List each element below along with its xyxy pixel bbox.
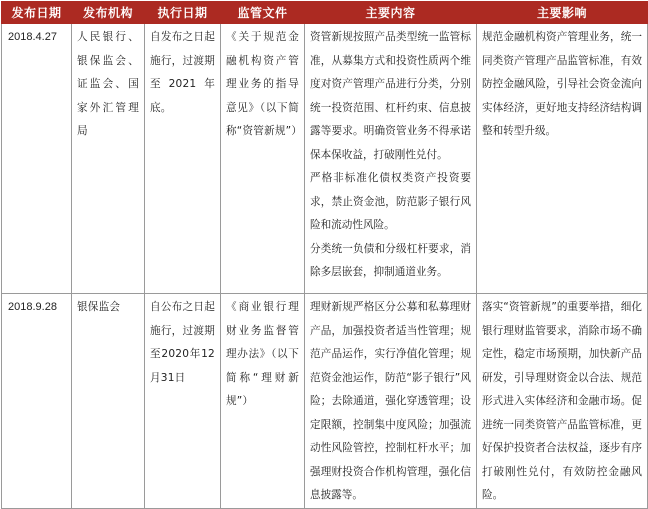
document-cell: 《关于规范金融机构资产管理业务的指导意见》（以下简称“资管新规”） xyxy=(221,24,305,294)
content-cell xyxy=(305,294,477,509)
regulation-table xyxy=(1,1,648,509)
header-release-date: 发布日期 xyxy=(2,2,72,24)
table-row xyxy=(2,24,648,294)
content-paragraph: 严格非标准化债权类资产投资要求，禁止资金池，防范影子银行风险和流动性风险。 xyxy=(310,172,471,231)
exec-date-cell: 自发布之日起施行，过渡期至2021年底。 xyxy=(145,24,221,294)
header-content: 主要内容 xyxy=(305,2,477,24)
content-cell xyxy=(305,24,477,294)
document-cell: 《商业银行理财业务监督管理办法》（以下简称“理财新规”） xyxy=(221,294,305,509)
header-impact: 主要影响 xyxy=(477,2,648,24)
content-paragraph: 理财新规严格区分公募和私募理财产品，加强投资者适当性管理；规范产品运作，实行净值化管理；规范资金池运作，防范“影子银行”风险；去除通道，强化穿透管理；设定限额，控制集中度风险；加强流动性风险管控，控制杠杆水平；加强理财投资合作机构管理，强化信息披露等。 xyxy=(310,301,471,501)
release-date-cell: 2018.9.28 xyxy=(2,294,72,509)
header-row xyxy=(2,2,648,24)
agency-cell: 银保监会 xyxy=(72,294,145,509)
table-row xyxy=(2,294,648,509)
exec-date-cell: 自公布之日起施行，过渡期至2020年12月31日 xyxy=(145,294,221,509)
agency-cell: 人民银行、银保监会、证监会、国家外汇管理局 xyxy=(72,24,145,294)
header-agency: 发布机构 xyxy=(72,2,145,24)
content-paragraph: 资管新规按照产品类型统一监管标准，从募集方式和投资性质两个维度对资产管理产品进行分类，分别统一投资范围、杠杆约束、信息披露等要求。明确资管业务不得承诺保本保收益，打破刚性兑付。 xyxy=(310,31,471,161)
impact-cell: 落实“资管新规”的重要举措，细化银行理财监管要求，消除市场不确定性，稳定市场预期，加快新产品研发，引导理财资金以合法、规范形式进入实体经济和金融市场。促进统一同类资管产品监管标准，更好保护投资者合法权益，逐步有序打破刚性兑付，有效防控金融风险。 xyxy=(477,294,648,509)
header-exec-date: 执行日期 xyxy=(145,2,221,24)
header-document: 监管文件 xyxy=(221,2,305,24)
release-date-cell: 2018.4.27 xyxy=(2,24,72,294)
impact-cell: 规范金融机构资产管理业务，统一同类资产管理产品监管标准，有效防控金融风险，引导社会资金流向实体经济，更好地支持经济结构调整和转型升级。 xyxy=(477,24,648,294)
content-paragraph: 分类统一负债和分级杠杆要求，消除多层嵌套，抑制通道业务。 xyxy=(310,242,471,278)
